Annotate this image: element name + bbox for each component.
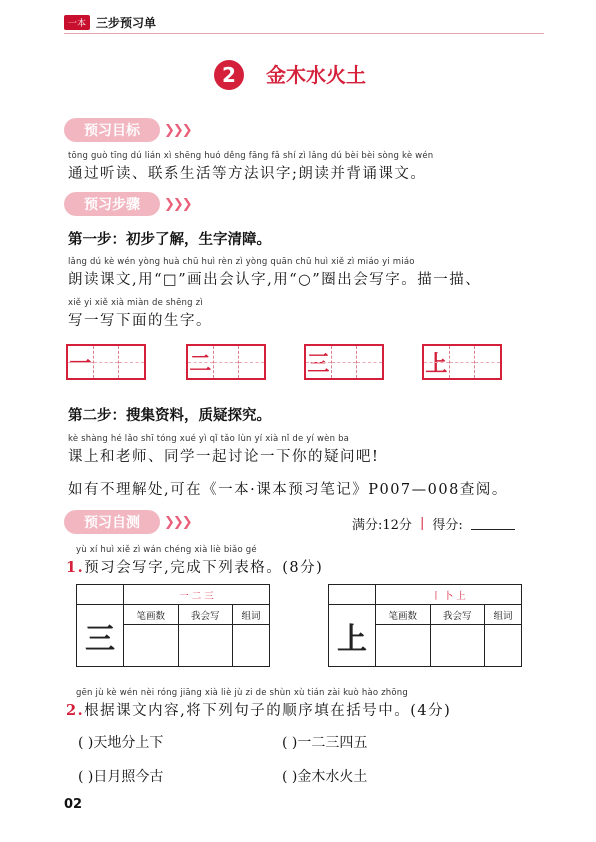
answer-cell[interactable] — [430, 625, 485, 667]
big-char-cell — [329, 605, 376, 667]
q1-pinyin: yù xí huì xiě zì wán chéng xià liè biǎo gé — [76, 545, 257, 555]
q2-text: 根据课文内容,将下列句子的顺序填在括号中。(4分) — [84, 703, 452, 719]
col-header: 组词 — [233, 605, 270, 625]
col-header: 组词 — [485, 605, 522, 625]
lesson-title: 金木水火土 — [266, 63, 366, 87]
goals-text: 通过听读、联系生活等方法识字;朗读并背诵课文。 — [68, 166, 427, 182]
step2-line-2: 如有不理解处,可在《一本·课本预习笔记》P007—008查阅。 — [68, 482, 508, 498]
q1-prompt — [66, 556, 323, 577]
q2-option-2[interactable]: ( )一二三四五 — [282, 735, 368, 751]
goals-pinyin: tōng guò tīng dú lián xì shēng huó děng fāng fǎ shí zì lǎng dú bèi bèi sòng kè wén — [68, 151, 434, 161]
answer-cell[interactable] — [376, 625, 431, 667]
blank-cell[interactable] — [357, 346, 382, 378]
trace-char: 上 — [424, 346, 450, 378]
char-card-er[interactable] — [186, 344, 266, 380]
trace-char: 一 — [68, 346, 94, 378]
q2-option-4[interactable]: ( )金木水火土 — [282, 769, 368, 785]
brand-text: 三步预习单 — [96, 16, 157, 30]
blank-cell[interactable] — [94, 346, 120, 378]
step1-title: 第一步：初步了解，生字清障。 — [68, 232, 271, 248]
section-test-label: 预习自测 — [64, 510, 160, 534]
blank-cell[interactable] — [450, 346, 476, 378]
answer-cell[interactable] — [178, 625, 233, 667]
stroke-order: 一 二 三 — [124, 585, 270, 605]
big-char: 上 — [337, 621, 367, 657]
trace-char: 三 — [306, 346, 332, 378]
lesson-number-badge: 2 — [214, 60, 244, 90]
big-char: 三 — [85, 621, 115, 657]
q1-text: 预习会写字,完成下列表格。(8分) — [84, 560, 324, 576]
section-test-heading — [64, 510, 191, 534]
step1-line-2: 写一写下面的生字。 — [68, 313, 212, 329]
q1-number: 1. — [66, 559, 85, 576]
blank-cell[interactable] — [239, 346, 264, 378]
big-char-cell — [77, 605, 124, 667]
blank-cell[interactable] — [119, 346, 144, 378]
step2-pinyin: kè shàng hé lǎo shī tóng xué yì qǐ tǎo lùn yí xià nǐ de yí wèn ba — [68, 434, 350, 444]
score-got: 得分: — [432, 518, 463, 533]
q2-option-3[interactable]: ( )日月照今古 — [78, 769, 164, 785]
answer-cell[interactable] — [124, 625, 179, 667]
col-header: 笔画数 — [124, 605, 179, 625]
chevrons-icon: ❯❯❯ — [164, 122, 191, 138]
blank-cell[interactable] — [214, 346, 240, 378]
section-goals-heading — [64, 118, 191, 142]
q1-table-2 — [328, 584, 522, 667]
header-brand — [64, 14, 156, 31]
q2-number: 2. — [66, 702, 85, 719]
q2-prompt — [66, 699, 451, 720]
blank-cell[interactable] — [475, 346, 500, 378]
header-divider — [64, 33, 544, 34]
section-steps-label: 预习步骤 — [64, 192, 160, 216]
step1-line-1: 朗读课文,用“□”画出会认字,用“○”圈出会写字。描一描、 — [68, 272, 482, 288]
section-steps-heading — [64, 192, 191, 216]
col-header: 笔画数 — [376, 605, 431, 625]
col-header: 我会写 — [178, 605, 233, 625]
grid-cell — [77, 585, 124, 605]
step1-pinyin-1: lǎng dú kè wén yòng huà chū huì rèn zì yòng quān chū huì xiě zì miáo yi miáo — [68, 257, 415, 267]
answer-cell[interactable] — [485, 625, 522, 667]
trace-char: 二 — [188, 346, 214, 378]
q1-table-1 — [76, 584, 270, 667]
chevrons-icon: ❯❯❯ — [164, 196, 191, 212]
step2-title: 第二步：搜集资料，质疑探究。 — [68, 408, 271, 424]
chevrons-icon: ❯❯❯ — [164, 514, 191, 530]
char-card-san[interactable] — [304, 344, 384, 380]
blank-cell[interactable] — [332, 346, 358, 378]
stroke-order: 丨 卜 上 — [376, 585, 522, 605]
score-box — [352, 514, 515, 533]
q2-option-1[interactable]: ( )天地分上下 — [78, 735, 164, 751]
q2-pinyin: gēn jù kè wén nèi róng jiāng xià liè jù zi de shùn xù tián zài kuò hào zhōng — [76, 688, 408, 698]
section-goals-label: 预习目标 — [64, 118, 160, 142]
brand-tag: 一本 — [64, 15, 90, 30]
char-card-shang[interactable] — [422, 344, 502, 380]
step2-line-1: 课上和老师、同学一起讨论一下你的疑问吧! — [68, 449, 380, 465]
score-full: 满分:12分 — [352, 518, 412, 533]
page-number: 02 — [64, 797, 83, 812]
grid-cell — [329, 585, 376, 605]
score-blank[interactable] — [471, 517, 515, 530]
char-card-yi[interactable] — [66, 344, 146, 380]
score-divider: | — [419, 516, 425, 531]
col-header: 我会写 — [430, 605, 485, 625]
answer-cell[interactable] — [233, 625, 270, 667]
step1-pinyin-2: xiě yi xiě xià miàn de shēng zì — [68, 298, 203, 308]
